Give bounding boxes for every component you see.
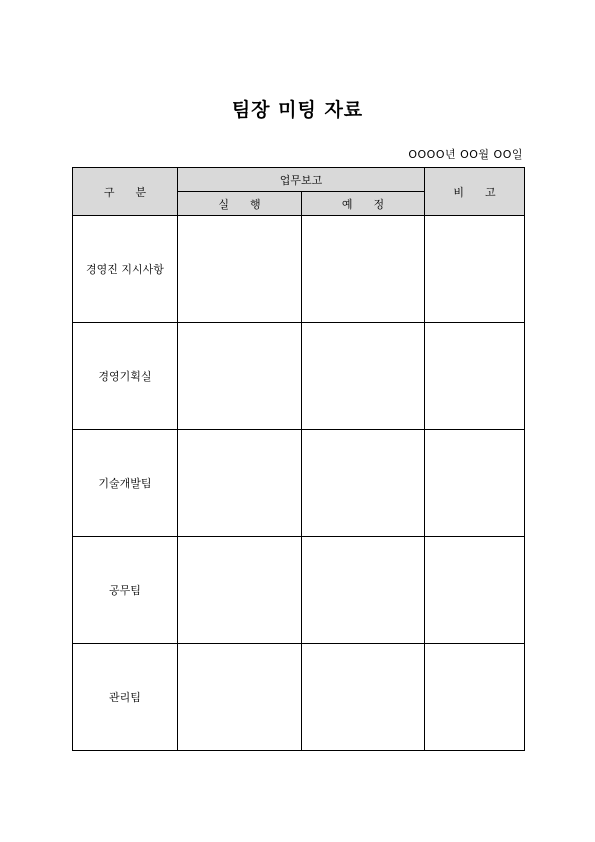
header-remarks bbox=[425, 168, 525, 216]
header-work-report bbox=[178, 168, 425, 192]
header-work-report-label: 업무보고 bbox=[279, 173, 323, 187]
row-label-text: 기술개발팀 bbox=[98, 477, 152, 490]
header-remarks-label: 비 고 bbox=[453, 185, 496, 199]
executed-cell[interactable] bbox=[178, 644, 302, 751]
meeting-report-table bbox=[72, 167, 525, 751]
header-planned-label: 예 정 bbox=[341, 197, 385, 211]
row-label bbox=[73, 323, 178, 430]
remarks-cell[interactable] bbox=[425, 644, 525, 751]
header-category-label: 구 분 bbox=[103, 185, 147, 199]
planned-cell[interactable] bbox=[302, 216, 425, 323]
row-label-text: 경영진 지시사항 bbox=[86, 263, 164, 276]
executed-cell[interactable] bbox=[178, 323, 302, 430]
planned-cell[interactable] bbox=[302, 537, 425, 644]
row-label-text: 경영기획실 bbox=[98, 370, 152, 383]
header-executed-label: 실 행 bbox=[218, 197, 261, 211]
header-executed bbox=[178, 192, 302, 216]
date-line: OOOO년 OO월 OO일 bbox=[408, 148, 523, 161]
remarks-cell[interactable] bbox=[425, 537, 525, 644]
executed-cell[interactable] bbox=[178, 537, 302, 644]
header-category bbox=[73, 168, 178, 216]
row-label-text: 관리팀 bbox=[109, 691, 141, 704]
header-planned bbox=[302, 192, 425, 216]
row-label bbox=[73, 537, 178, 644]
page-title: 팀장 미팅 자료 bbox=[231, 99, 364, 121]
row-label bbox=[73, 644, 178, 751]
planned-cell[interactable] bbox=[302, 430, 425, 537]
table-row bbox=[73, 644, 525, 751]
executed-cell[interactable] bbox=[178, 216, 302, 323]
remarks-cell[interactable] bbox=[425, 216, 525, 323]
planned-cell[interactable] bbox=[302, 644, 425, 751]
row-label bbox=[73, 430, 178, 537]
row-label-text: 공무팀 bbox=[109, 584, 141, 597]
executed-cell[interactable] bbox=[178, 430, 302, 537]
remarks-cell[interactable] bbox=[425, 323, 525, 430]
table-row bbox=[73, 216, 525, 323]
table-row bbox=[73, 430, 525, 537]
planned-cell[interactable] bbox=[302, 323, 425, 430]
remarks-cell[interactable] bbox=[425, 430, 525, 537]
table-row bbox=[73, 537, 525, 644]
header-row-top bbox=[73, 168, 525, 192]
row-label bbox=[73, 216, 178, 323]
table-row bbox=[73, 323, 525, 430]
